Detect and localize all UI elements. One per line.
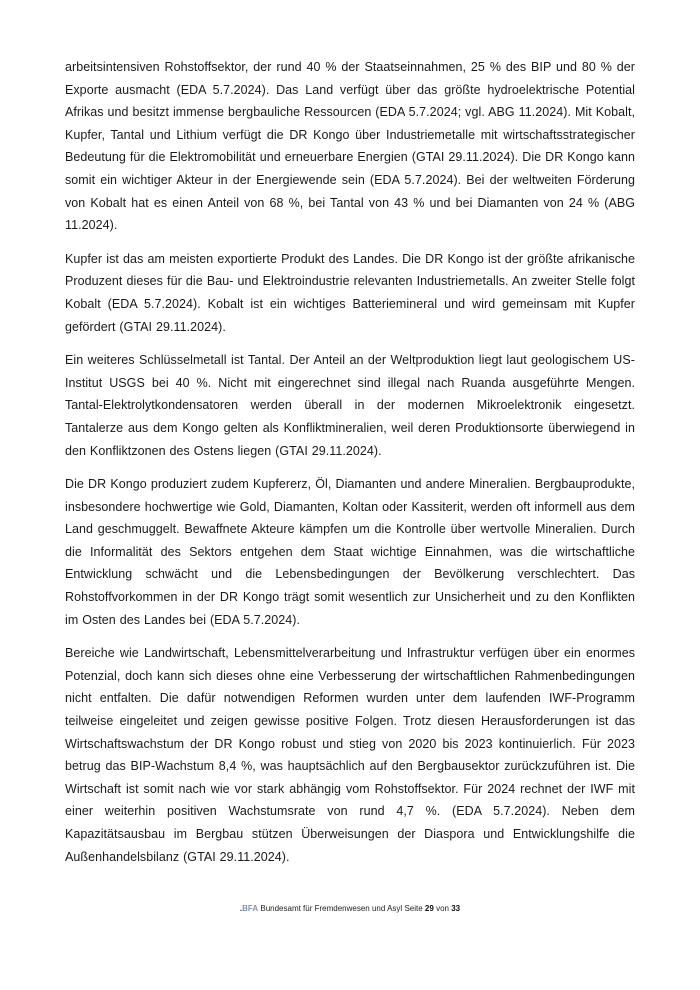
footer-page-current: 29 xyxy=(424,904,434,913)
body-paragraph: Ein weiteres Schlüsselmetall ist Tantal. Der Anteil an der Weltproduktion liegt laut geologischem US-Institut USGS bei 40 %. Nicht mit eingerechnet sind illegal nach Ruanda ausgeführte Mengen. Tantal-Elektrolytkondensatoren werden überall in der modernen Mikroelektronik eingesetzt. Tantalerze aus dem Kongo gelten als Konfliktmineralien, weil deren Produktionsorte überwiegend in den Konfliktzonen des Ostens liegen (GTAI 29.11.2024). xyxy=(65,353,635,458)
body-paragraph: Bereiche wie Landwirtschaft, Lebensmittelverarbeitung und Infrastruktur verfügen über ein enormes Potenzial, doch kann sich dieses ohne eine Verbesserung der wirtschaftlichen Rahmenbedingungen nicht entfalten. Die dafür notwendigen Reformen wurden unter dem laufenden IWF-Programm teilweise eingeleitet und zeigen gewisse positive Folgen. Trotz diesen Herausforderungen ist das Wirtschaftswachstum der DR Kongo robust und stieg von 2020 bis 2023 kontinuierlich. Für 2023 betrug das BIP-Wachstum 8,4 %, was hauptsächlich auf den Bergbausektor zurückzuführen ist. Die Wirtschaft ist somit nach wie vor stark abhängig vom Rohstoffsektor. Für 2024 rechnet der IWF mit einer weiterhin positiven Wachstumsrate von rund 4,7 %. (EDA 5.7.2024). Neben dem Kapazitätsausbau im Bergbau stützen Überweisungen der Diaspora und Entwicklungshilfe die Außenhandelsbilanz (GTAI 29.11.2024). xyxy=(65,646,635,864)
bfa-logo-text: BFA xyxy=(242,904,259,913)
footer-page-label: Seite xyxy=(404,904,423,913)
bfa-logo-dot: . xyxy=(239,904,243,913)
body-paragraph: Die DR Kongo produziert zudem Kupfererz, Öl, Diamanten und andere Mineralien. Bergbauprodukte, insbesondere hochwertige wie Gold, Diamanten, Koltan oder Kassiterit, werden oft informell aus dem Land geschmuggelt. Bewaffnete Akteure kämpfen um die Kontrolle über wertvolle Mineralien. Durch die Informalität des Sektors entgehen dem Staat wichtige Einnahmen, was die wirtschaftliche Entwicklung schwächt und die Lebensbedingungen der Bevölkerung verschlechtert. Das Rohstoffvorkommen in der DR Kongo trägt somit wesentlich zur Unsicherheit und zu den Konflikten im Osten des Landes bei (EDA 5.7.2024). xyxy=(65,477,635,627)
body-paragraph: Kupfer ist das am meisten exportierte Produkt des Landes. Die DR Kongo ist der größte afrikanische Produzent dieses für die Bau- und Elektroindustrie relevanten Industriemetalls. An zweiter Stelle folgt Kobalt (EDA 5.7.2024). Kobalt ist ein wichtiges Batteriemineral und wird gemeinsam mit Kupfer gefördert (GTAI 29.11.2024). xyxy=(65,251,635,334)
body-paragraph: arbeitsintensiven Rohstoffsektor, der rund 40 % der Staatseinnahmen, 25 % des BIP und 80 % der Exporte ausmacht (EDA 5.7.2024). Das Land verfügt über das größte hydroelektrische Potential Afrikas und besitzt immense bergbauliche Ressourcen (EDA 5.7.2024; vgl. ABG 11.2024). Mit Kobalt, Kupfer, Tantal und Lithium verfügt die DR Kongo über Industriemetalle mit wirtschaftsstrategischer Bedeutung für die Elektromobilität und erneuerbare Energien (GTAI 29.11.2024). Die DR Kongo kann somit ein wichtiger Akteur in der Energiewende sein (EDA 5.7.2024). Bei der weltweiten Förderung von Kobalt hat es einen Anteil von 68 %, bei Tantal von 43 % und bei Diamanten von 24 % (ABG 11.2024). xyxy=(65,60,635,233)
bfa-logo xyxy=(240,904,258,913)
page-body xyxy=(65,56,635,879)
footer-of-label: von xyxy=(436,904,449,913)
footer-page-total: 33 xyxy=(451,904,461,913)
footer-org-name: Bundesamt für Fremdenwesen und Asyl xyxy=(260,904,403,913)
page-footer xyxy=(0,903,700,915)
